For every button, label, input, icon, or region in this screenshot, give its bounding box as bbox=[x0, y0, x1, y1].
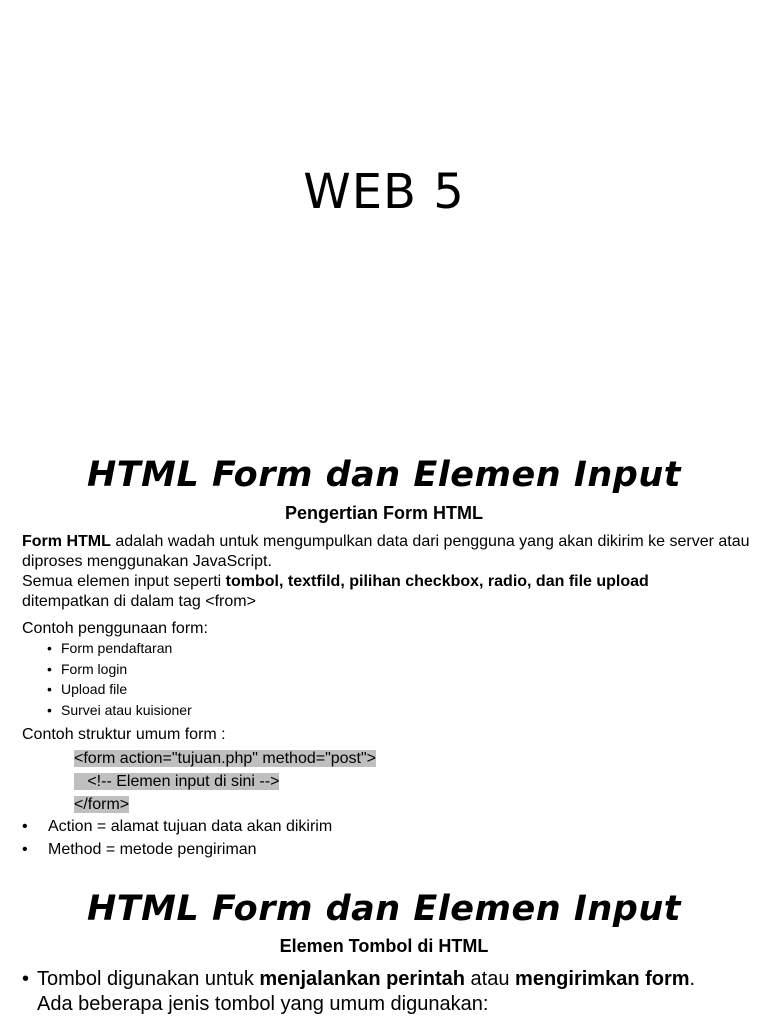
form-definition-text: adalah wadah untuk mengumpulkan data dari pengguna yang akan dikirim ke server atau diproses menggunakan JavaScript. bbox=[22, 533, 750, 570]
button-types-text: Ada beberapa jenis tombol yang umum digunakan: bbox=[37, 993, 489, 1015]
slide3-subtitle: Elemen Tombol di HTML bbox=[279, 936, 489, 956]
slide2-subtitle: Pengertian Form HTML bbox=[284, 503, 483, 523]
slide3-title: HTML Form dan Elemen Input bbox=[86, 889, 681, 929]
form-definition bbox=[22, 532, 752, 572]
button-description bbox=[22, 967, 752, 1017]
examples-list bbox=[47, 638, 192, 721]
list-item: • Form pendaftaran bbox=[47, 638, 192, 659]
input-elements-text bbox=[22, 572, 752, 612]
code-line: </form> bbox=[74, 796, 130, 813]
slide2-title: HTML Form dan Elemen Input bbox=[86, 455, 681, 495]
input-elements-bold: tombol, textfild, pilihan checkbox, radio, dan file upload bbox=[225, 573, 649, 590]
examples-label: Contoh penggunaan form: bbox=[22, 620, 208, 637]
code-block bbox=[74, 747, 376, 816]
button-text-mid: atau bbox=[465, 968, 516, 990]
structure-label: Contoh struktur umum form : bbox=[22, 726, 226, 743]
button-text-start: Tombol digunakan untuk bbox=[37, 968, 260, 990]
list-item: • Form login bbox=[47, 659, 192, 680]
bullet-icon: • bbox=[22, 968, 30, 990]
button-text-end: . bbox=[689, 968, 696, 990]
button-text-bold2: mengirimkan form bbox=[515, 968, 690, 990]
list-item: • Upload file bbox=[47, 679, 192, 700]
form-html-term: Form HTML bbox=[22, 533, 111, 550]
code-line: <form action="tujuan.php" method="post"> bbox=[74, 750, 377, 767]
slide1-title: WEB 5 bbox=[303, 164, 465, 220]
button-text-bold1: menjalankan perintah bbox=[259, 968, 465, 990]
list-item: • Method = metode pengiriman bbox=[22, 838, 332, 861]
notes-list bbox=[22, 815, 332, 861]
list-item: • Survei atau kuisioner bbox=[47, 700, 192, 721]
input-elements-start: Semua elemen input seperti bbox=[22, 573, 226, 590]
code-line: <!-- Elemen input di sini --> bbox=[74, 773, 280, 790]
list-item: • Action = alamat tujuan data akan dikirim bbox=[22, 815, 332, 838]
input-elements-end: ditempatkan di dalam tag <from> bbox=[22, 593, 256, 610]
